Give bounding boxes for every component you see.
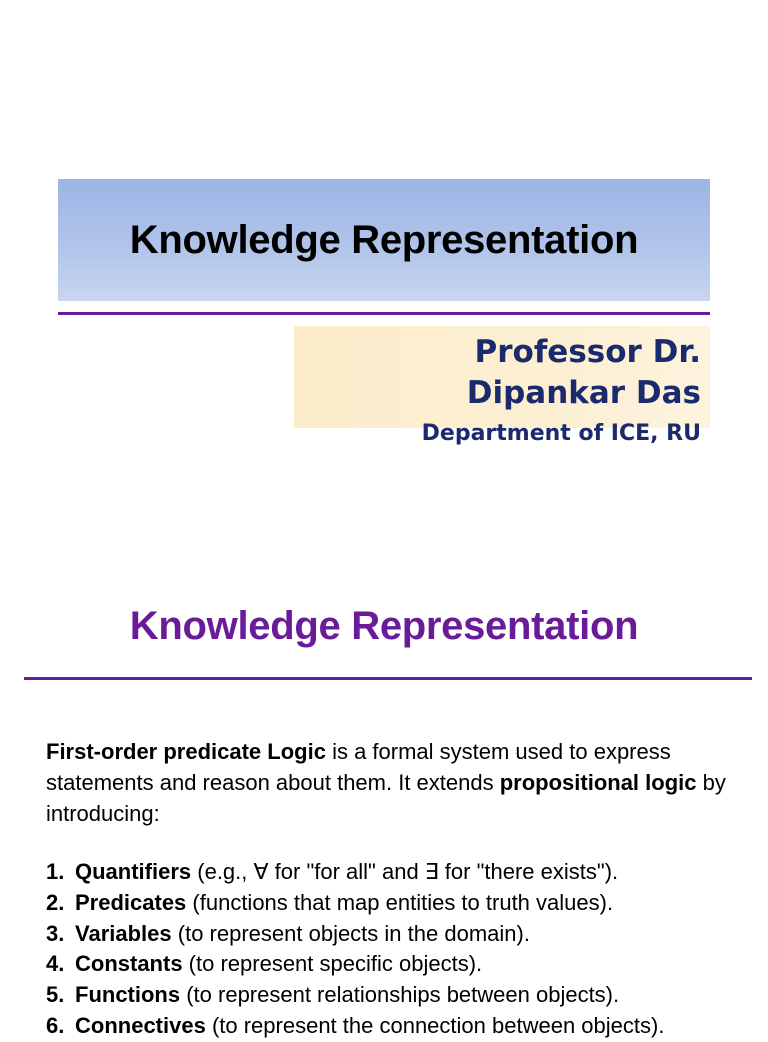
item-term: Predicates (75, 889, 187, 915)
item-description: (to represent the connection between objects). (205, 1012, 665, 1038)
feature-list (46, 857, 756, 1042)
slide1-divider (58, 312, 710, 315)
slide1-title: Knowledge Representation (129, 217, 639, 262)
item-description: (to represent specific objects). (182, 951, 483, 977)
item-term: Variables (75, 920, 172, 946)
presenter-line-1: Professor Dr. (474, 334, 701, 370)
list-item (46, 1011, 756, 1042)
list-item (46, 857, 756, 888)
item-term: Quantifiers (75, 859, 192, 884)
item-number: 3. (46, 920, 65, 946)
item-description: (e.g., ∀ for "for all" and ∃ for "there exists"). (191, 859, 619, 884)
item-number: 6. (46, 1012, 65, 1038)
item-description: (to represent objects in the domain). (171, 920, 530, 946)
list-item (46, 888, 756, 919)
list-item (46, 949, 756, 980)
presenter-department: Department of ICE, RU (421, 421, 701, 446)
presenter-line-2: Dipankar Das (466, 375, 701, 411)
item-term: Functions (75, 982, 181, 1008)
item-description: (to represent relationships between objects). (180, 982, 620, 1008)
presenter-name (467, 332, 701, 414)
intro-text-2: by introducing: (46, 770, 726, 826)
item-number: 4. (46, 951, 65, 977)
intro-paragraph (46, 736, 746, 829)
intro-term-propositional: propositional logic (499, 770, 697, 795)
slide2-title: Knowledge Representation (129, 604, 639, 648)
item-term: Constants (75, 951, 183, 977)
slide1-title-box (58, 179, 710, 301)
item-number: 2. (46, 889, 65, 915)
list-item (46, 919, 756, 950)
list-item (46, 980, 756, 1011)
item-description: (functions that map entities to truth values). (186, 889, 614, 915)
item-number: 1. (46, 859, 65, 884)
intro-term-fol: First-order predicate Logic (46, 739, 326, 764)
item-number: 5. (46, 982, 65, 1008)
slide2-divider (24, 677, 752, 680)
intro-text-1: is a formal system used to express statements and reason about them. It extends (46, 739, 671, 795)
item-term: Connectives (75, 1012, 206, 1038)
